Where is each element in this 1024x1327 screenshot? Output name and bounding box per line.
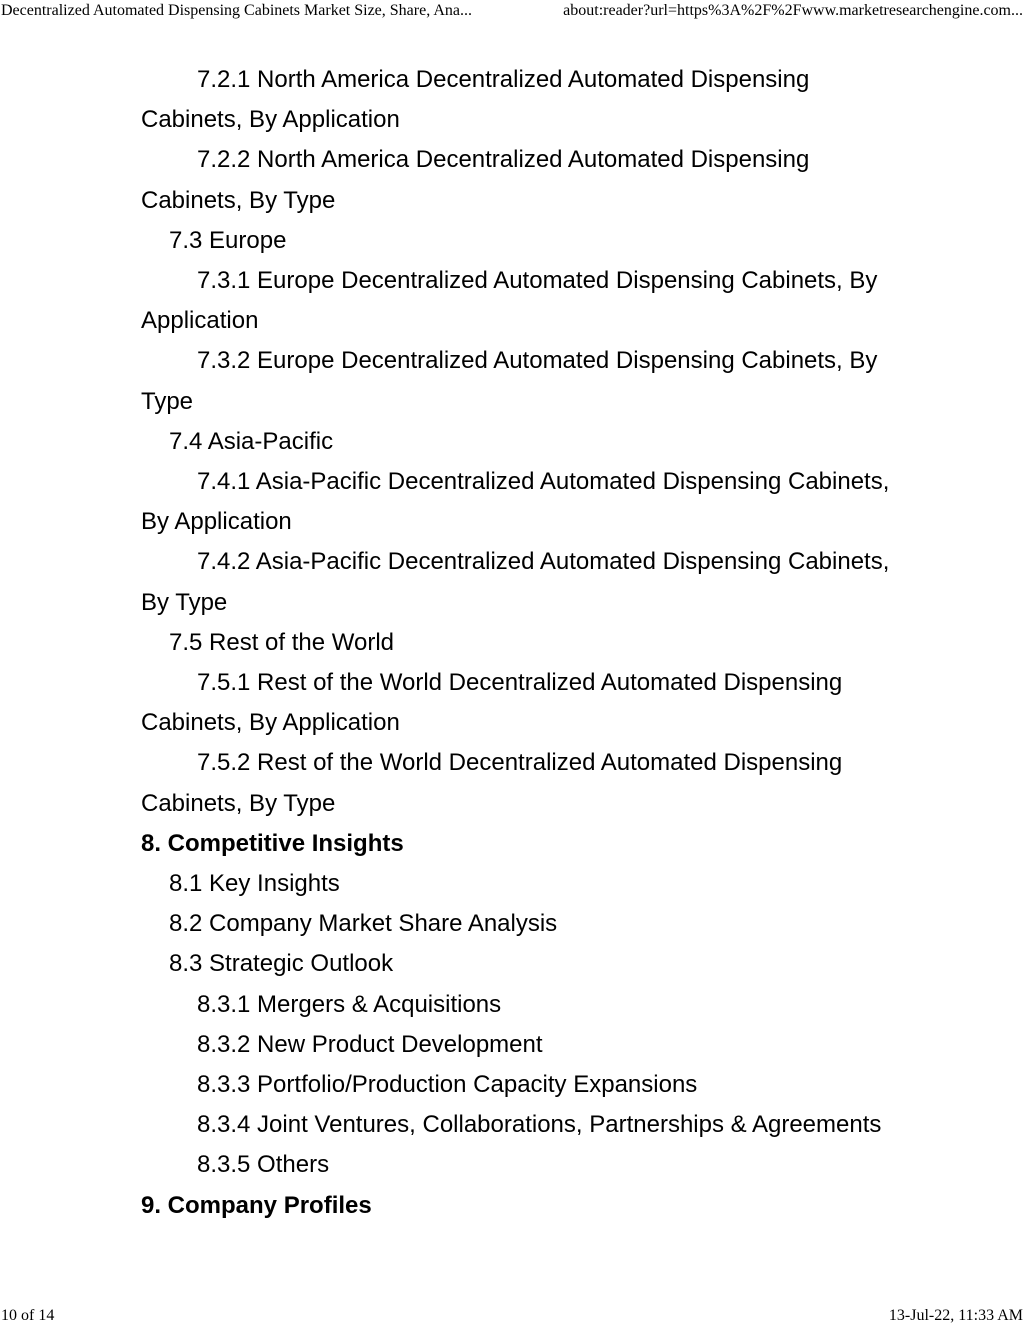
- page-number: 10 of 14: [1, 1307, 55, 1324]
- page-title: Decentralized Automated Dispensing Cabinets Market Size, Share, Ana...: [1, 2, 472, 19]
- toc-entry-7-5-2: 7.5.2 Rest of the World Decentralized Automated Dispensing Cabinets, By Type: [141, 749, 843, 817]
- print-timestamp: 13-Jul-22, 11:33 AM: [888, 1307, 1023, 1324]
- print-header: [0, 2, 1024, 22]
- toc-section-8: 8. Competitive Insights: [141, 829, 404, 857]
- table-of-contents: [141, 60, 901, 1226]
- toc-entry-8-3-1: 8.3.1 Mergers & Acquisitions: [197, 990, 502, 1018]
- toc-entry-8-3-2: 8.3.2 New Product Development: [197, 1030, 543, 1058]
- toc-entry-7-4: 7.4 Asia-Pacific: [169, 427, 334, 455]
- toc-entry-8-1: 8.1 Key Insights: [169, 870, 340, 898]
- toc-entry-7-2-2: 7.2.2 North America Decentralized Automated Dispensing Cabinets, By Type: [141, 146, 810, 214]
- toc-entry-7-5: 7.5 Rest of the World: [169, 628, 394, 656]
- page-url: about:reader?url=https%3A%2F%2Fwww.marketresearchengine.com...: [563, 2, 1023, 19]
- toc-entry-7-4-2: 7.4.2 Asia-Pacific Decentralized Automated Dispensing Cabinets, By Type: [141, 548, 890, 616]
- print-footer: [0, 1307, 1024, 1327]
- toc-entry-7-4-1: 7.4.1 Asia-Pacific Decentralized Automated Dispensing Cabinets, By Application: [141, 468, 890, 536]
- toc-entry-7-3-2: 7.3.2 Europe Decentralized Automated Dispensing Cabinets, By Type: [141, 347, 878, 415]
- toc-entry-8-3-3: 8.3.3 Portfolio/Production Capacity Expansions: [197, 1071, 698, 1099]
- toc-entry-8-3-5: 8.3.5 Others: [197, 1151, 330, 1179]
- toc-entry-8-3-4: 8.3.4 Joint Ventures, Collaborations, Partnerships & Agreements: [197, 1111, 882, 1139]
- toc-entry-8-2: 8.2 Company Market Share Analysis: [169, 910, 558, 938]
- toc-entry-7-3: 7.3 Europe: [169, 226, 287, 254]
- toc-section-9: 9. Company Profiles: [141, 1191, 372, 1219]
- toc-entry-7-5-1: 7.5.1 Rest of the World Decentralized Automated Dispensing Cabinets, By Application: [141, 669, 843, 737]
- toc-entry-7-2-1: 7.2.1 North America Decentralized Automated Dispensing Cabinets, By Application: [141, 66, 810, 134]
- toc-entry-7-3-1: 7.3.1 Europe Decentralized Automated Dispensing Cabinets, By Application: [141, 267, 878, 335]
- toc-entry-8-3: 8.3 Strategic Outlook: [169, 950, 394, 978]
